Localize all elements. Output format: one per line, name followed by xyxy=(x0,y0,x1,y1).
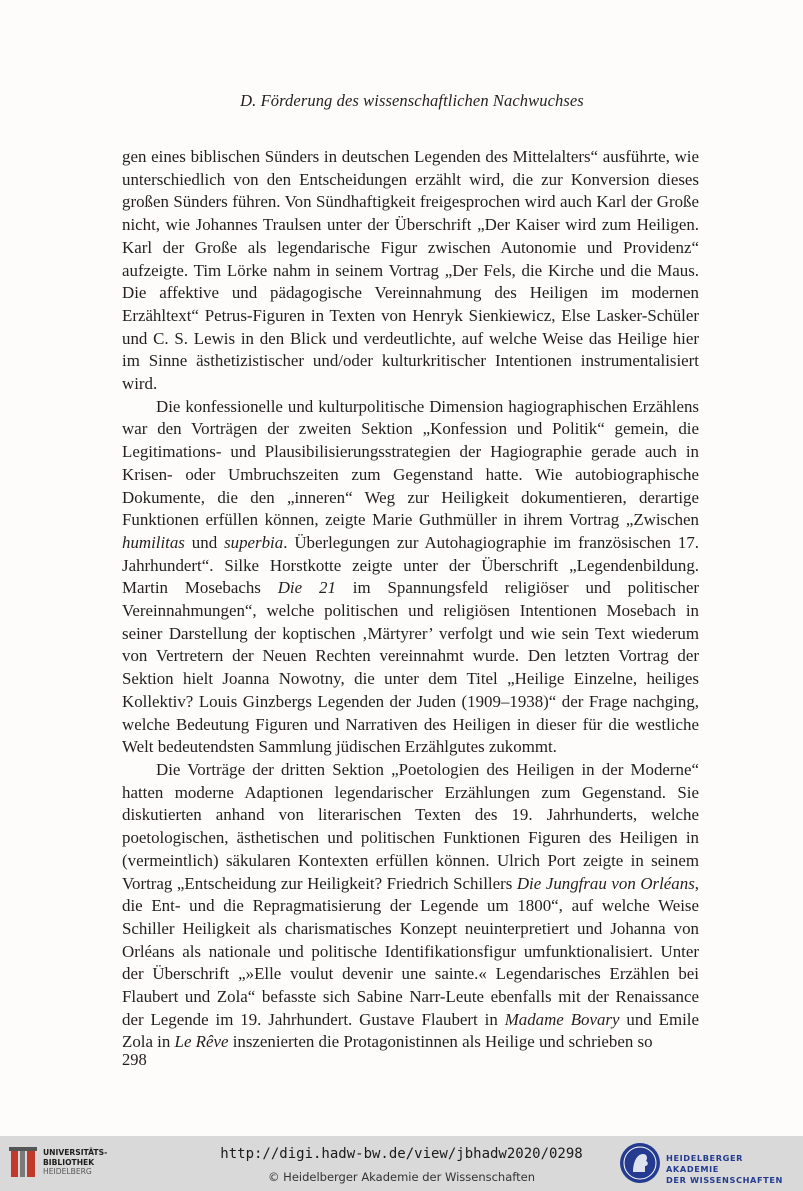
page-url-link[interactable]: http://digi.hadw-bw.de/view/jbhadw2020/0298 xyxy=(220,1146,583,1162)
italic-title-run: Die 21 xyxy=(277,578,336,598)
italic-title-run: superbia xyxy=(224,532,284,552)
italic-title-run: Die Jungfrau von Orléans xyxy=(516,873,695,893)
text-run: . Überlegungen zur Autohagiographie im französischen 17. Jahrhundert“. Silke Horstkotte zeigte unter der Überschrift „Legendenbildung. Martin Mosebachs xyxy=(122,532,699,598)
body-text xyxy=(122,146,699,1054)
text-run: im Spannungsfeld religiöser und politischer Vereinnahmungen“, welche politischen und religiösen Intentionen Mosebach in seiner Darstellung der koptischen ‚Märtyrer’ verfolgt und wie sein Text wiederum von Vertretern der Neuen Rechten vereinnahmt wurde. Den letzten Vortrag der Sektion hielt Joanna Nowotny, die unter dem Titel „Heilige Einzelne, heiliges Kollektiv? Louis Ginzbergs Legenden der Juden (1909–1938)“ der Frage nachging, welche Bedeutung Figuren und Narrativen des Heiligen in dieser für die westliche Welt bedeutendsten Sammlung jüdischen Erzählgutes zukommt. xyxy=(122,578,699,757)
paragraph-2 xyxy=(122,396,699,759)
text-run: inszenierten die Protagonistinnen als Heilige und schrieben so xyxy=(228,1032,653,1052)
italic-title-run: Le Rêve xyxy=(174,1032,229,1052)
text-run: und Emile Zola in xyxy=(122,1009,699,1052)
page-number: 298 xyxy=(122,1050,147,1069)
library-line-1: UNIVERSITÄTS- xyxy=(43,1148,108,1157)
text-run: , die Ent- und die Repragmatisierung der Legende um 1800“, auf welche Weise Schiller Heiligkeit als charismatisches Konzept neuinterpretiert und Johanna von Orléans als nationale und politische Identifikationsfigur umfunktionalisiert. Unter der Überschrift „»Elle voulut devenir une sainte.« Legendarisches Erzählen bei Flaubert und Zola“ befasste sich Sabine Narr-Leute ebenfalls mit der Renaissance der Legende im 19. Jahrhundert. Gustave Flaubert in xyxy=(122,873,699,1029)
academy-line-1: HEIDELBERGER AKADEMIE xyxy=(666,1153,744,1174)
library-line-2: BIBLIOTHEK xyxy=(43,1157,95,1167)
text-run: Die konfessionelle und kulturpolitische Dimension hagiographischen Erzählens war den Vorträgen der zweiten Sektion „Konfession und Politik“ gemein, die Legitimations- und Plausibilisierungsstrategien der Hagiographie gerade auch in Krisen- oder Umbruchszeiten zum Gegenstand hatte. Wie autobiographische Dokumente, die den „inneren“ Weg zur Heiligkeit dokumentieren, derartige Funktionen erfüllen können, zeigte Marie Guthmüller in ihrem Vortrag „Zwischen xyxy=(122,396,699,530)
academy-name xyxy=(666,1153,799,1186)
viewer-footer xyxy=(0,1136,803,1191)
copyright-notice: © Heidelberger Akademie der Wissenschaften xyxy=(268,1170,535,1184)
text-run: gen eines biblischen Sünders in deutschen Legenden des Mittelalters“ ausführte, wie unterschiedlich von den Entscheidungen erzählt wird, die zur Konversion dieses großen Sünders führen. Von Sündhaftigkeit freigesprochen wird auch Karl der Große nicht, wie Johannes Traulsen unter der Überschrift „Der Kaiser wird zum Heiligen. Karl der Große als legendarische Figur zwischen Autonomie und Providenz“ aufzeigte. Tim Lörke nahm in seinem Vortrag „Der Fels, die Kirche und die Maus. Die affektive und pädagogische Vereinnahmung des Heiligen im modernen Erzähltext“ Petrus-Figuren in Texten von Henryk Sienkiewicz, Else Lasker-Schüler und C. S. Lewis in den Blick und verdeutlichte, auf welche Weise das Heilige hier im Sinne ästhetizistischer und/oder kulturkritischer Intentionen instrumentalisiert wird. xyxy=(122,147,699,394)
text-run: Die Vorträge der dritten Sektion „Poetologien des Heiligen in der Moderne“ hatten moderne Adaptionen legendarischer Erzählungen zum Gegenstand. Sie diskutierten anhand von literarischen Texten des 19. Jahrhunderts, welche poetologischen, ästhetischen und politischen Funktionen Figuren des Heiligen in (vermeintlich) säkularen Kontexten erfüllen können. Ulrich Port zeigte in seinem Vortrag „Entscheidung zur Heiligkeit? Friedrich Schillers xyxy=(122,759,699,893)
italic-title-run: humilitas xyxy=(122,532,185,552)
running-head: D. Förderung des wissenschaftlichen Nachwuchses xyxy=(240,91,584,110)
paragraph-3 xyxy=(122,759,699,1054)
academy-logo[interactable] xyxy=(619,1142,799,1186)
text-run: und xyxy=(184,532,225,552)
academy-line-2: DER WISSENSCHAFTEN xyxy=(666,1175,784,1185)
italic-title-run: Madame Bovary xyxy=(504,1009,620,1029)
library-line-3: HEIDELBERG xyxy=(43,1167,92,1177)
academy-emblem-icon xyxy=(619,1142,661,1184)
paragraph-1 xyxy=(122,146,699,396)
